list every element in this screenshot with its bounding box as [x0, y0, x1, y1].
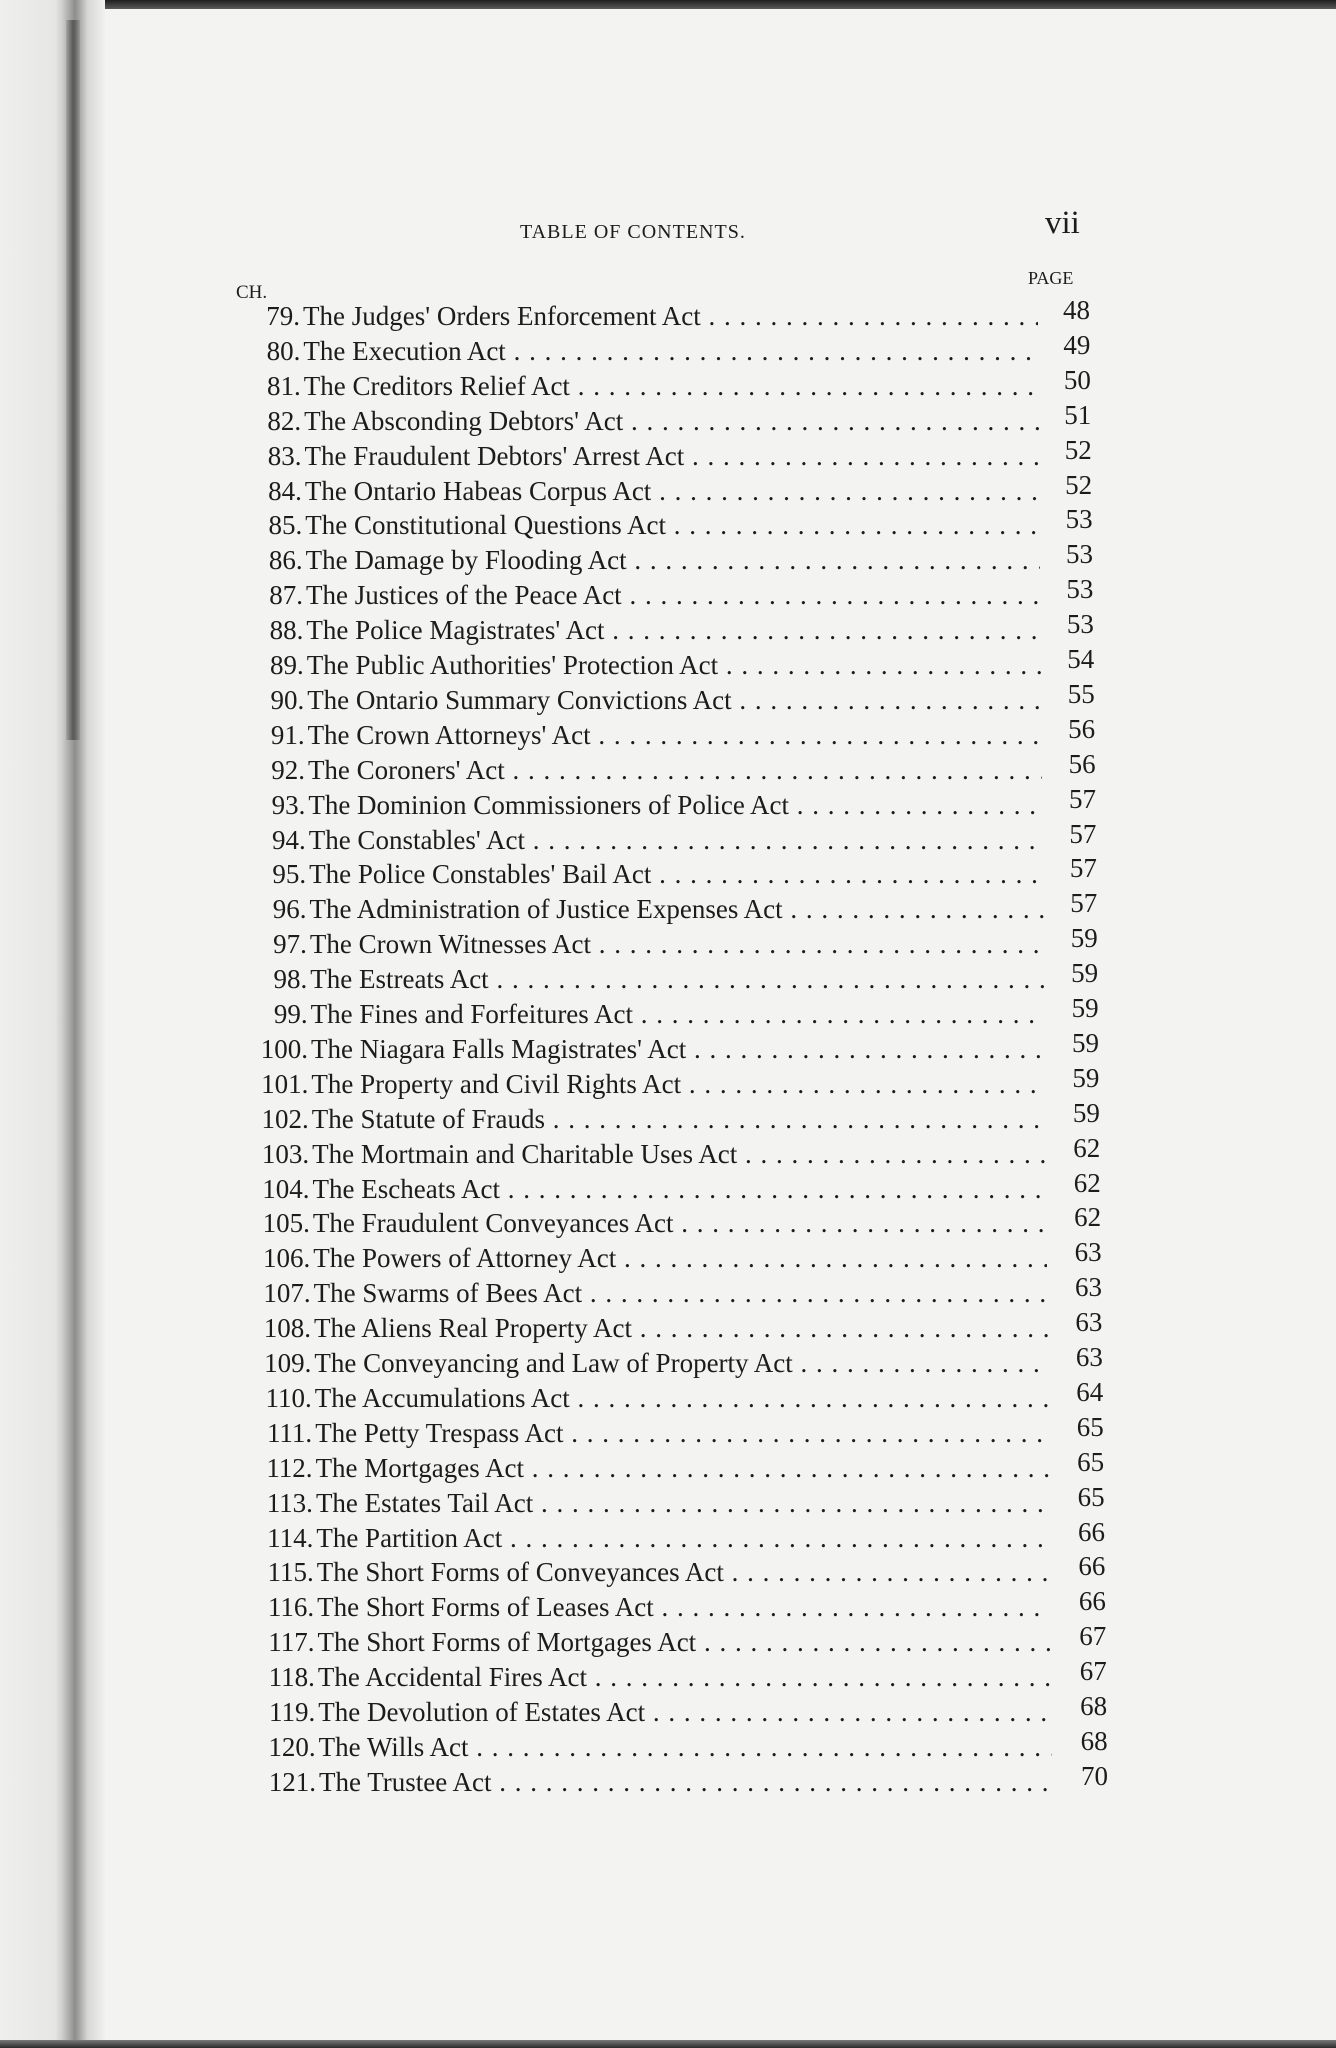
toc-row [0, 818, 1336, 857]
toc-row [0, 1446, 1336, 1485]
page-reference: 65 [1076, 1411, 1104, 1442]
chapter-number: 83. [267, 440, 302, 471]
entry-title: The Estates Tail Act . . . [316, 1486, 1049, 1520]
page-reference: 59 [1072, 1097, 1100, 1128]
toc-row [0, 678, 1336, 717]
entry-title: The Short Forms of Leases Act . . . [317, 1590, 1050, 1624]
toc-row [0, 1481, 1336, 1520]
entry-title: The Swarms of Bees Act . . . [314, 1276, 1048, 1310]
toc-row [0, 504, 1336, 542]
page-reference: 59 [1071, 958, 1099, 989]
toc-row [0, 888, 1336, 926]
entry-title: The Partition Act . . . [316, 1521, 1049, 1555]
entry-title: The Escheats Act . . . [313, 1172, 1047, 1206]
chapter-number: 119. [268, 1697, 316, 1727]
entry-title: The Justices of the Peace Act . . . [306, 578, 1041, 612]
entry-title: The Constables' Act . . . [309, 823, 1043, 857]
toc-row [0, 713, 1336, 752]
toc-row [0, 1237, 1336, 1275]
chapter-number: 80. [266, 335, 301, 366]
chapter-number: 116. [267, 1592, 315, 1623]
entry-title: The Administration of Justice Expenses Act . . . [309, 892, 1043, 926]
chapter-number: 105. [262, 1208, 310, 1239]
chapter-number: 96. [272, 894, 307, 925]
page-reference: 52 [1064, 434, 1092, 465]
toc-row [0, 329, 1336, 368]
toc-row [0, 1097, 1336, 1136]
toc-row [0, 539, 1336, 577]
chapter-number: 88. [269, 615, 304, 646]
chapter-number: 113. [266, 1487, 313, 1518]
running-title: TABLE OF CONTENTS. [520, 221, 746, 243]
toc-row [0, 853, 1336, 891]
toc-row [0, 1551, 1336, 1589]
entry-title: The Ontario Summary Convictions Act . . . [307, 683, 1041, 717]
page-reference: 59 [1071, 993, 1099, 1023]
entry-title: The Police Constables' Bail Act . . . [309, 857, 1043, 891]
page-reference: 64 [1076, 1376, 1104, 1407]
chapter-number: 121. [268, 1766, 316, 1797]
entry-title: The Crown Attorneys' Act . . . [308, 718, 1042, 752]
page-reference: 56 [1068, 713, 1096, 744]
entry-title: The Statute of Frauds . . . [312, 1102, 1046, 1136]
toc-row [0, 1342, 1336, 1380]
entry-title: The Trustee Act . . . [319, 1765, 1052, 1799]
toc-row [0, 399, 1336, 438]
chapter-column-header: CH. [236, 282, 268, 303]
chapter-number: 112. [266, 1452, 313, 1483]
page-reference: 51 [1064, 399, 1092, 430]
toc-row [0, 1411, 1336, 1450]
toc-row [0, 1376, 1336, 1415]
chapter-number: 89. [270, 650, 304, 680]
page-reference: 53 [1065, 504, 1093, 535]
chapter-number: 90. [270, 684, 305, 715]
chapter-number: 117. [268, 1627, 315, 1658]
chapter-number: 100. [260, 1033, 308, 1064]
page-reference: 62 [1073, 1167, 1101, 1198]
entry-title: The Petty Trespass Act . . . [315, 1416, 1048, 1450]
page-reference: 68 [1080, 1725, 1108, 1756]
entry-title: The Fines and Forfeitures Act . . . [311, 997, 1045, 1031]
toc-row [0, 1202, 1336, 1240]
entry-title: The Estreats Act . . . [310, 962, 1044, 996]
chapter-number: 99. [273, 999, 308, 1029]
toc-row [0, 1062, 1336, 1101]
page-reference: 63 [1075, 1307, 1103, 1338]
page-reference: 48 [1063, 295, 1090, 325]
page-reference: 50 [1063, 364, 1091, 395]
page-reference: 59 [1072, 1027, 1099, 1058]
chapter-number: 85. [268, 510, 303, 541]
toc-row [0, 1725, 1336, 1764]
toc-row [0, 364, 1336, 403]
chapter-number: 120. [268, 1731, 316, 1762]
toc-row [0, 1516, 1336, 1555]
toc-row [0, 295, 1336, 333]
chapter-number: 86. [268, 545, 303, 576]
entry-title: The Accumulations Act . . . [315, 1381, 1049, 1415]
entry-title: The Crown Witnesses Act . . . [310, 927, 1044, 961]
entry-title: The Constitutional Questions Act . . . [305, 508, 1040, 542]
page-reference: 66 [1078, 1516, 1105, 1547]
page-reference: 66 [1078, 1586, 1106, 1617]
toc-row [0, 574, 1336, 612]
page-reference: 65 [1077, 1446, 1105, 1477]
page-reference: 67 [1079, 1656, 1107, 1687]
page-reference: 53 [1066, 609, 1094, 640]
page-reference: 52 [1065, 469, 1093, 500]
toc-row [0, 748, 1336, 787]
toc-row [0, 1027, 1336, 1066]
chapter-number: 101. [261, 1068, 309, 1099]
toc-row [0, 993, 1336, 1031]
entry-title: The Fraudulent Debtors' Arrest Act . . . [305, 439, 1040, 473]
entry-title: The Mortgages Act . . . [316, 1451, 1049, 1485]
chapter-number: 97. [273, 929, 307, 960]
chapter-number: 110. [265, 1382, 312, 1413]
page-reference: 57 [1069, 818, 1097, 849]
chapter-number: 91. [270, 719, 305, 750]
chapter-number: 109. [264, 1348, 312, 1378]
page-reference: 62 [1073, 1132, 1101, 1163]
toc-row [0, 1656, 1336, 1694]
entry-title: The Short Forms of Mortgages Act . . . [317, 1625, 1050, 1659]
toc-row [0, 783, 1336, 822]
entry-title: The Ontario Habeas Corpus Act . . . [305, 474, 1040, 508]
entry-title: The Property and Civil Rights Act . . . [311, 1067, 1045, 1101]
toc-row [0, 469, 1336, 508]
chapter-number: 94. [271, 824, 306, 855]
chapter-number: 108. [263, 1313, 312, 1344]
page-reference: 57 [1069, 853, 1097, 884]
page-reference: 53 [1066, 539, 1093, 570]
chapter-number: 103. [261, 1138, 310, 1169]
page-reference: 57 [1069, 783, 1096, 814]
chapter-number: 111. [266, 1417, 313, 1448]
page-reference: 62 [1074, 1202, 1102, 1233]
entry-title: The Police Magistrates' Act . . . [306, 613, 1041, 647]
toc-row [0, 1586, 1336, 1624]
bottom-edge [0, 2040, 1336, 2048]
page-reference: 65 [1077, 1481, 1105, 1512]
toc-row [0, 1167, 1336, 1206]
chapter-number: 95. [272, 859, 307, 890]
page-reference: 68 [1080, 1691, 1108, 1721]
entry-title: The Execution Act . . . [303, 334, 1038, 368]
chapter-number: 107. [263, 1278, 311, 1309]
page-column-header: PAGE [1028, 268, 1074, 288]
entry-title: The Short Forms of Conveyances Act . . . [317, 1555, 1050, 1589]
page-reference: 63 [1074, 1237, 1102, 1268]
entry-title: The Wills Act . . . [319, 1730, 1052, 1764]
toc-row [0, 1760, 1336, 1799]
chapter-number: 106. [263, 1243, 311, 1274]
entry-title: The Mortmain and Charitable Uses Act . . . [312, 1137, 1046, 1171]
entry-title: The Powers of Attorney Act . . . [313, 1241, 1047, 1275]
entry-title: The Public Authorities' Protection Act . . . [307, 648, 1042, 682]
chapter-number: 93. [271, 789, 306, 820]
toc-row [0, 644, 1336, 682]
page-reference: 49 [1063, 329, 1091, 360]
chapter-number: 118. [268, 1662, 315, 1693]
entry-title: The Damage by Flooding Act . . . [306, 543, 1041, 577]
chapter-number: 102. [261, 1103, 309, 1134]
toc-row [0, 923, 1336, 961]
page-reference: 56 [1068, 748, 1096, 779]
entry-title: The Niagara Falls Magistrates' Act . . . [311, 1032, 1045, 1066]
chapter-number: 115. [267, 1557, 314, 1588]
toc-row [0, 609, 1336, 647]
page-header [0, 205, 1336, 245]
page-reference: 63 [1075, 1342, 1103, 1372]
page-reference: 59 [1070, 923, 1098, 954]
toc-row [0, 1621, 1336, 1659]
entry-title: The Judges' Orders Enforcement Act . . . [303, 299, 1038, 333]
chapter-number: 82. [267, 405, 302, 436]
page-reference: 53 [1066, 574, 1094, 605]
entry-title: The Conveyancing and Law of Property Act . . . [314, 1346, 1048, 1380]
entry-title: The Absconding Debtors' Act . . . [304, 404, 1039, 438]
entry-title: The Coroners' Act . . . [308, 753, 1042, 787]
entry-title: The Dominion Commissioners of Police Act . . . [308, 788, 1042, 822]
toc-row [0, 1132, 1336, 1171]
toc-row [0, 1307, 1336, 1345]
entry-title: The Creditors Relief Act . . . [304, 369, 1039, 403]
page-reference: 66 [1078, 1551, 1106, 1582]
page-reference: 54 [1067, 644, 1095, 674]
entry-title: The Devolution of Estates Act . . . [318, 1695, 1051, 1729]
chapter-number: 98. [273, 964, 308, 995]
entry-title: The Aliens Real Property Act . . . [314, 1311, 1048, 1345]
chapter-number: 104. [262, 1173, 310, 1204]
page-reference: 70 [1081, 1760, 1108, 1791]
chapter-number: 114. [267, 1522, 314, 1553]
entry-title: The Accidental Fires Act . . . [318, 1660, 1051, 1694]
chapter-number: 81. [267, 370, 301, 401]
chapter-number: 87. [269, 580, 304, 611]
page-number: vii [1045, 205, 1080, 241]
chapter-number: 92. [271, 754, 305, 785]
page-reference: 63 [1075, 1272, 1102, 1303]
chapter-number: 79. [266, 301, 300, 331]
top-edge [0, 0, 1336, 9]
entry-title: The Fraudulent Conveyances Act . . . [313, 1206, 1047, 1240]
toc-row [0, 958, 1336, 996]
page-reference: 57 [1070, 888, 1098, 919]
page-reference: 67 [1079, 1621, 1107, 1652]
toc-row [0, 434, 1336, 473]
chapter-number: 84. [268, 475, 302, 506]
page-reference: 59 [1072, 1062, 1100, 1093]
toc-row [0, 1272, 1336, 1310]
page-reference: 55 [1067, 678, 1095, 709]
toc-row [0, 1691, 1336, 1729]
